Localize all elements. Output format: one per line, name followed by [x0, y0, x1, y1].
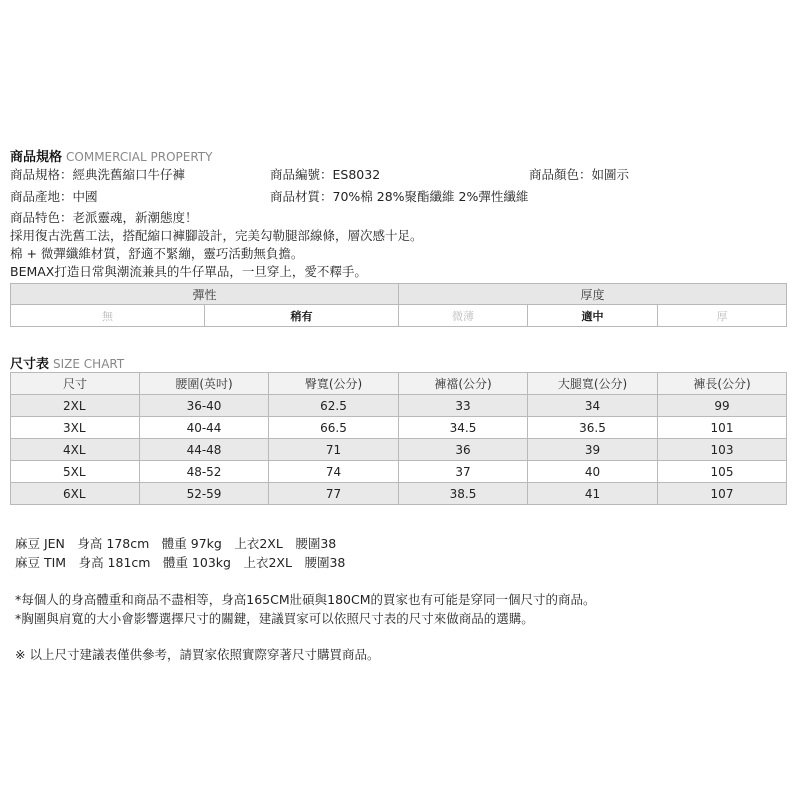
- elasticity-option-none: 無: [11, 305, 205, 327]
- table-row: [11, 439, 787, 461]
- model-line: 麻豆 JEN 身高 178cm 體重 97kg 上衣2XL 腰圍38: [15, 536, 337, 551]
- origin-line: 商品產地：中國: [10, 189, 98, 204]
- feature-line: 商品特色：老派靈魂，新潮態度！: [10, 210, 198, 225]
- model-line: 麻豆 TIM 身高 181cm 體重 103kg 上衣2XL 腰圍38: [15, 555, 346, 570]
- code-line: 商品編號：ES8032: [270, 167, 381, 182]
- size-chart-subtitle: SIZE CHART: [53, 357, 125, 371]
- size-cell: 40: [528, 461, 658, 483]
- size-cell: 3XL: [11, 417, 140, 439]
- size-cell: 77: [269, 483, 399, 505]
- size-cell: 105: [658, 461, 787, 483]
- size-chart-heading: [10, 353, 124, 372]
- size-header: 大腿寬(公分): [528, 373, 658, 395]
- size-cell: 40-44: [140, 417, 269, 439]
- disclaimer: ※ 以上尺寸建議表僅供參考，請買家依照實際穿著尺寸購買商品。: [15, 647, 380, 662]
- table-row: [11, 417, 787, 439]
- size-cell: 36-40: [140, 395, 269, 417]
- size-header: 褲襠(公分): [399, 373, 528, 395]
- feature-line: BEMAX打造日常與潮流兼具的牛仔單品，一旦穿上，愛不釋手。: [10, 264, 367, 279]
- note-line: *每個人的身高體重和商品不盡相等，身高165CM壯碩與180CM的買家也有可能是穿同一個尺寸的商品。: [15, 592, 596, 607]
- size-cell: 33: [399, 395, 528, 417]
- feature-line: 棉 + 微彈纖維材質，舒適不緊繃，靈巧活動無負擔。: [10, 246, 304, 261]
- size-cell: 101: [658, 417, 787, 439]
- elasticity-option-slight: 稍有: [205, 305, 399, 327]
- table-row: [11, 395, 787, 417]
- size-cell: 107: [658, 483, 787, 505]
- size-cell: 38.5: [399, 483, 528, 505]
- thickness-option-medium: 適中: [528, 305, 658, 327]
- elasticity-header: 彈性: [11, 284, 399, 305]
- size-cell: 48-52: [140, 461, 269, 483]
- note-line: *胸圍與肩寬的大小會影響選擇尺寸的關鍵，建議買家可以依照尺寸表的尺寸來做商品的選購。: [15, 611, 534, 626]
- size-cell: 62.5: [269, 395, 399, 417]
- commercial-title: 商品規格: [10, 150, 63, 165]
- size-cell: 6XL: [11, 483, 140, 505]
- feature-line: 採用復古洗舊工法，搭配縮口褲腳設計，完美勾勒腿部線條，層次感十足。: [10, 228, 423, 243]
- size-header: 尺寸: [11, 373, 140, 395]
- size-cell: 99: [658, 395, 787, 417]
- thickness-option-thick: 厚: [658, 305, 787, 327]
- spec-line: 商品規格：經典洗舊縮口牛仔褲: [10, 167, 186, 182]
- size-cell: 2XL: [11, 395, 140, 417]
- size-cell: 66.5: [269, 417, 399, 439]
- size-cell: 34: [528, 395, 658, 417]
- size-cell: 4XL: [11, 439, 140, 461]
- size-cell: 37: [399, 461, 528, 483]
- size-header: 臀寬(公分): [269, 373, 399, 395]
- size-table: [10, 372, 787, 505]
- size-cell: 41: [528, 483, 658, 505]
- thickness-option-thin: 微薄: [399, 305, 528, 327]
- size-cell: 71: [269, 439, 399, 461]
- size-cell: 44-48: [140, 439, 269, 461]
- size-cell: 36: [399, 439, 528, 461]
- size-chart-title: 尺寸表: [10, 357, 50, 372]
- size-header: 腰圍(英吋): [140, 373, 269, 395]
- commercial-subtitle: COMMERCIAL PROPERTY: [66, 150, 213, 164]
- size-cell: 103: [658, 439, 787, 461]
- color-line: 商品顏色：如圖示: [529, 167, 630, 182]
- size-cell: 52-59: [140, 483, 269, 505]
- size-cell: 39: [528, 439, 658, 461]
- table-row: [11, 461, 787, 483]
- size-cell: 36.5: [528, 417, 658, 439]
- size-header: 褲長(公分): [658, 373, 787, 395]
- property-table: [10, 283, 787, 327]
- thickness-header: 厚度: [399, 284, 787, 305]
- size-cell: 34.5: [399, 417, 528, 439]
- material-line: 商品材質：70%棉 28%聚酯纖維 2%彈性纖維: [270, 189, 529, 204]
- size-cell: 74: [269, 461, 399, 483]
- commercial-heading: [10, 146, 212, 165]
- size-cell: 5XL: [11, 461, 140, 483]
- table-row: [11, 483, 787, 505]
